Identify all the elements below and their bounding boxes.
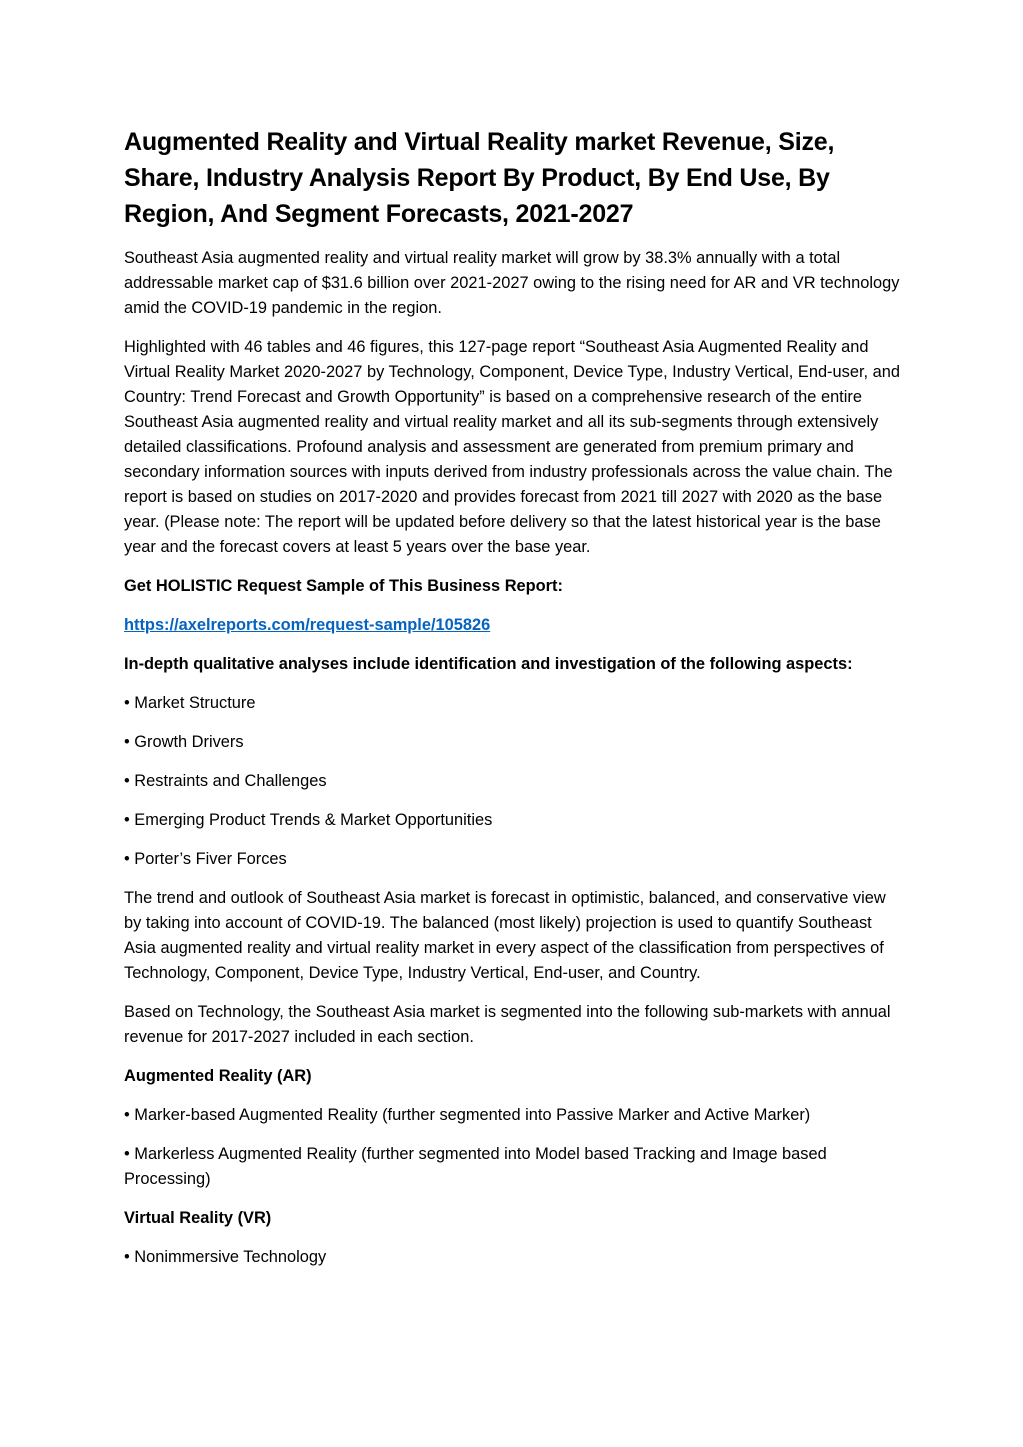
ar-heading: Augmented Reality (AR) bbox=[124, 1067, 312, 1085]
sample-request-heading: Get HOLISTIC Request Sample of This Business Report: bbox=[124, 577, 563, 595]
aspect-list-item: • Emerging Product Trends & Market Opportunities bbox=[124, 811, 493, 829]
document-page bbox=[124, 124, 902, 1284]
vr-list-item: • Nonimmersive Technology bbox=[124, 1248, 327, 1266]
ar-list-item: • Markerless Augmented Reality (further segmented into Model based Tracking and Image based Processing) bbox=[124, 1145, 827, 1188]
report-description-paragraph: Highlighted with 46 tables and 46 figures, this 127-page report “Southeast Asia Augmented Reality and Virtual Reality Market 2020-2027 by Technology, Component, Device Type, Industry Vertical, End-user, and Country: Trend Forecast and Growth Opportunity” is based on a comprehensive research of the entire Southeast Asia augmented reality and virtual reality market and all its sub-segments through extensively detailed classifications. Profound analysis and assessment are generated from premium primary and secondary information sources with inputs derived from industry professionals across the value chain. The report is based on studies on 2017-2020 and provides forecast from 2021 till 2027 with 2020 as the base year. (Please note: The report will be updated before delivery so that the latest historical year is the base year and the forecast covers at least 5 years over the base year. bbox=[124, 338, 900, 556]
intro-paragraph: Southeast Asia augmented reality and virtual reality market will grow by 38.3% annually with a total addressable market cap of $31.6 billion over 2021-2027 owing to the rising need for AR and VR technology amid the COVID-19 pandemic in the region. bbox=[124, 249, 900, 317]
document-title: Augmented Reality and Virtual Reality market Revenue, Size, Share, Industry Analysis Report By Product, By End Use, By Region, And Segment Forecasts, 2021-2027 bbox=[124, 128, 835, 228]
technology-paragraph: Based on Technology, the Southeast Asia market is segmented into the following sub-markets with annual revenue for 2017-2027 included in each section. bbox=[124, 1003, 891, 1046]
ar-list-item: • Marker-based Augmented Reality (further segmented into Passive Marker and Active Marker) bbox=[124, 1106, 811, 1124]
vr-heading: Virtual Reality (VR) bbox=[124, 1209, 272, 1227]
outlook-paragraph: The trend and outlook of Southeast Asia market is forecast in optimistic, balanced, and conservative view by taking into account of COVID-19. The balanced (most likely) projection is used to quantify Southeast Asia augmented reality and virtual reality market in every aspect of the classification from perspectives of Technology, Component, Device Type, Industry Vertical, End-user, and Country. bbox=[124, 889, 886, 982]
aspect-list-item: • Growth Drivers bbox=[124, 733, 244, 751]
sample-request-link[interactable]: https://axelreports.com/request-sample/105826 bbox=[124, 616, 491, 634]
aspect-list-item: • Market Structure bbox=[124, 694, 256, 712]
sample-link-paragraph bbox=[124, 613, 902, 638]
analyses-heading: In-depth qualitative analyses include identification and investigation of the following aspects: bbox=[124, 655, 853, 673]
aspect-list-item: • Restraints and Challenges bbox=[124, 772, 327, 790]
aspect-list-item: • Porter’s Fiver Forces bbox=[124, 850, 287, 868]
